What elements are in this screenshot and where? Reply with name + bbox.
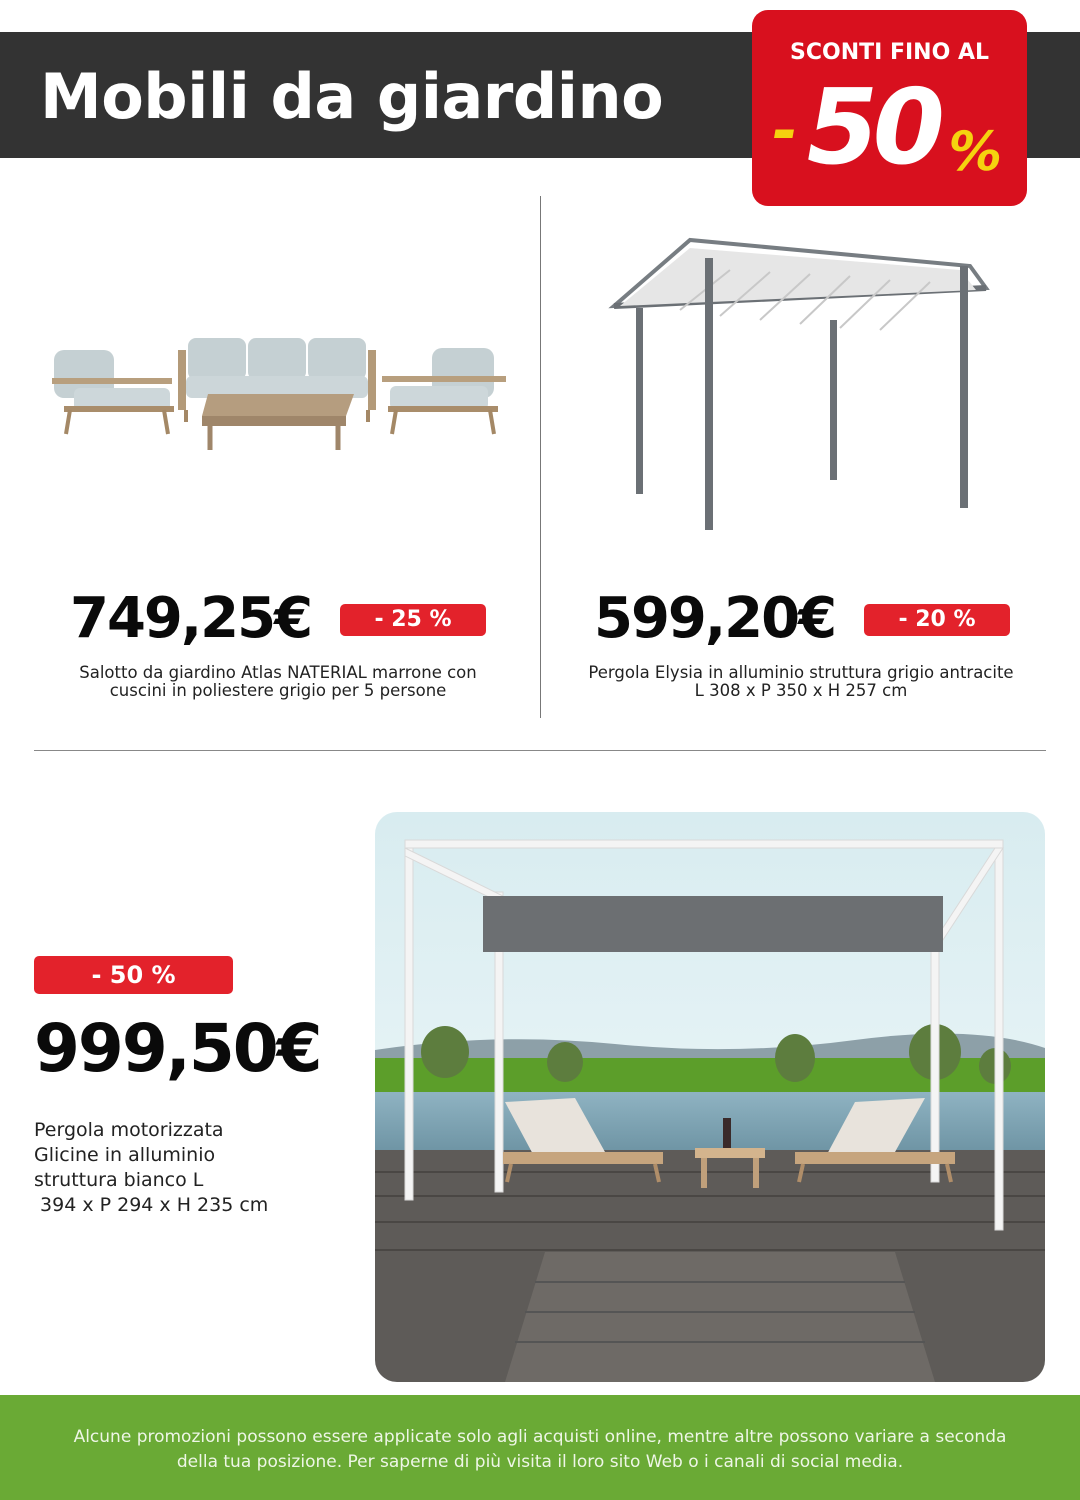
product-price: 999,50€ [34,1010,321,1087]
page-title: Mobili da giardino [40,60,664,133]
discount-badge: - 20 % [864,604,1010,636]
product-description: Pergola Elysia in alluminio struttura grigio antracite L 308 x P 350 x H 257 cm [588,663,1014,700]
promo-badge [752,10,1027,206]
promo-percent: % [942,120,1008,183]
product-description: Pergola motorizzata Glicine in alluminio struttura bianco L 394 x P 294 x H 235 cm [34,1119,269,1216]
horizontal-divider [34,750,1046,751]
product-image-sofa-set[interactable] [40,310,510,470]
product-image-pergola-grey[interactable] [600,230,1000,540]
product-price: 749,25€ [70,586,312,651]
discount-badge: - 50 % [34,956,233,994]
footer [0,1395,1080,1500]
armchair-right-icon [382,348,506,434]
promo-number: 50 [795,66,950,188]
product-image-pergola-white[interactable] [375,812,1045,1382]
product-price: 599,20€ [594,586,836,651]
vertical-divider [540,196,541,718]
promo-minus: - [765,96,804,166]
promo-top-text: SCONTI FINO AL [790,40,989,65]
coffee-table-icon [202,394,354,450]
discount-badge: - 25 % [340,604,486,636]
promo-value [765,66,1012,192]
product-description: Salotto da giardino Atlas NATERIAL marrone con cuscini in poliestere grigio per 5 persone [79,663,477,700]
footer-disclaimer: Alcune promozioni possono essere applicate solo agli acquisti online, mentre altre possono variare a seconda della tua posizione. Per saperne di più visita il loro sito Web o i canali di social media. [73,1427,1007,1472]
pergola-grey-icon [614,240,986,530]
armchair-left-icon [52,350,174,434]
